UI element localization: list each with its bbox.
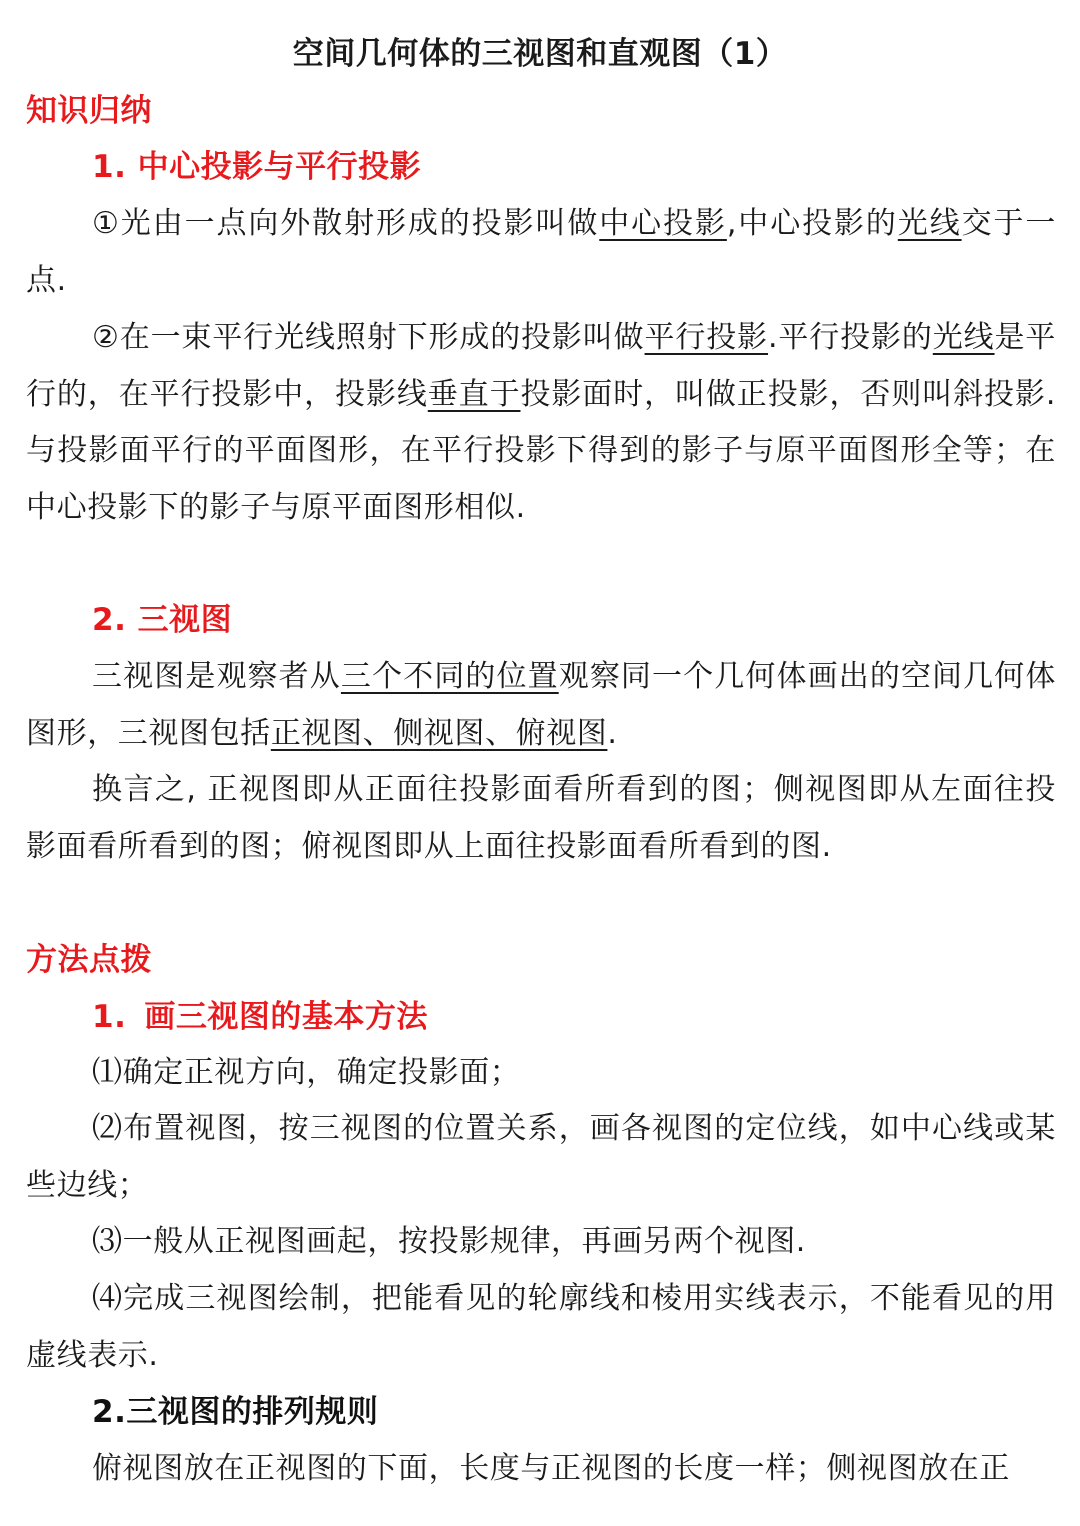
subheading-arrangement-rules: 2.三视图的排列规则 [92,1394,379,1430]
underlined-term: 平行投影 [644,320,769,355]
section-heading-knowledge: 知识归纳 [26,93,152,129]
subheading-number: 1. [92,999,127,1035]
text-run: ①光由一点向外散射形成的投影叫做 [92,206,600,241]
method-step-4: ⑷完成三视图绘制，把能看见的轮廓线和棱用实线表示，不能看见的用虚线表示. [26,1281,1056,1373]
text-run: 投影面时，叫做正投影，否则叫斜投影. 与投影面平行的平面图形，在平行投影下得到的影子与原平面图形全等；在中心投影下的影子与原平面图形相似. [26,376,1056,525]
underlined-term: 光线 [897,206,962,241]
subheading-text: 画三视图的基本方法 [144,999,428,1035]
text-run: 交于一点. [26,206,1056,298]
text-run: 是平行的，在平行投影中，投影线 [26,320,1057,412]
section-heading-text: 方法点拨 [26,942,152,978]
paragraph-central-projection [26,196,1056,309]
text-run: 三视图是观察者从 [92,659,341,694]
text-run: 观察同一个几何体画出的空间几何体图形，三视图包括 [26,659,1056,751]
section-heading-methods [26,934,152,986]
underlined-term: 中心投影 [599,206,727,241]
paragraph-three-views-explanation: 换言之, 正视图即从正面往投影面看所看到的图；侧视图即从左面往投影面看所看到的图；俯视图即从上面往投影面看所看到的图. [26,772,1056,864]
paragraph-parallel-projection [26,310,1056,536]
paragraph-three-views-definition [26,649,1056,762]
method-step-3: ⑶一般从正视图画起，按投影规律，再画另两个视图. [92,1224,806,1259]
text-run: . [607,715,618,751]
paragraph-arrangement-rules: 俯视图放在正视图的下面，长度与正视图的长度一样；侧视图放在正 [92,1451,1010,1486]
page-title: 空间几何体的三视图和直观图（1） [292,36,788,72]
subheading-projection: 1. 中心投影与平行投影 [92,149,422,185]
method-step-2: ⑵布置视图，按三视图的位置关系，画各视图的定位线，如中心线或某些边线； [26,1111,1056,1203]
subheading-three-views: 2. 三视图 [92,602,233,638]
text-run: ②在一束平行光线照射下形成的投影叫做 [92,320,645,355]
underlined-term: 垂直于 [427,376,521,412]
subheading-basic-method [92,991,428,1043]
underlined-term: 光线 [932,320,995,355]
method-step-1: ⑴确定正视方向，确定投影面； [92,1055,521,1090]
underlined-term: 正视图、侧视图、俯视图 [270,715,608,751]
underlined-term: 三个不同的位置 [340,659,559,694]
text-run: .平行投影的 [768,320,933,355]
text-run: ,中心投影的 [726,206,898,241]
